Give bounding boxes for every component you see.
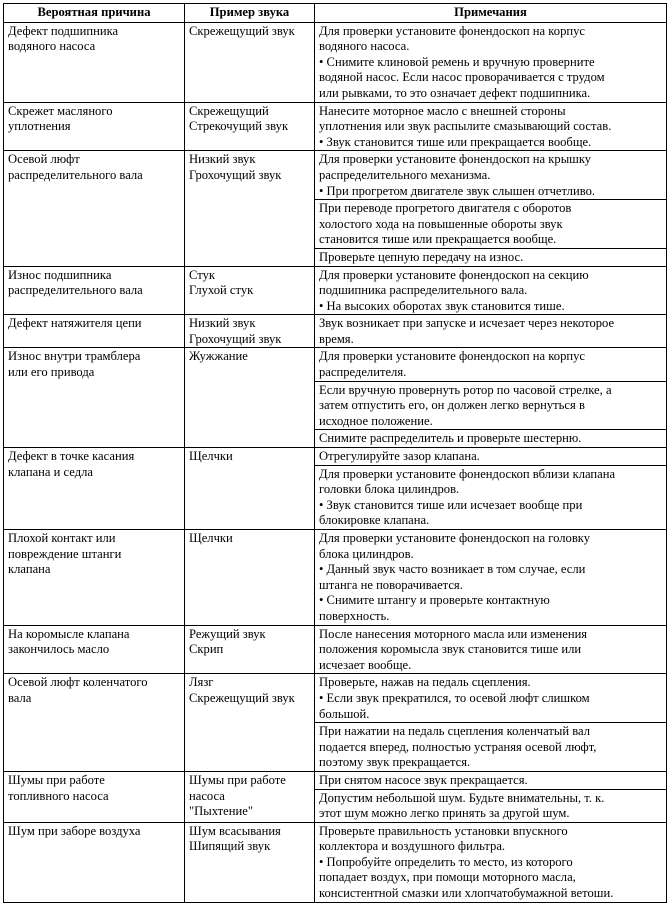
notes-cell — [315, 348, 667, 381]
sound-text: Стук Глухой стук — [189, 267, 254, 298]
diagnostic-table — [3, 3, 667, 903]
notes-cell — [315, 771, 667, 789]
sound-cell — [185, 674, 315, 772]
note-text: После нанесения моторного масла или изменения положения коромысла звук становится тише или исчезает вообще. — [319, 626, 588, 672]
note-text: Для проверки установите фонендоскоп вблизи клапана головки блока цилиндров. • Звук становится тише или исчезает вообще при блокировке клапана. — [319, 466, 616, 528]
notes-cell — [315, 248, 667, 266]
sound-cell — [185, 822, 315, 902]
table-row — [4, 22, 667, 102]
note-text: Для проверки установите фонендоскоп на корпус распределителя. — [319, 349, 585, 380]
cause-text: Дефект натяжителя цепи — [8, 316, 142, 331]
note-text: Для проверки установите фонендоскоп на головку блока цилиндров. • Данный звук часто возникает в том случае, если штанга не поворачивается. • Снимите штангу и проверьте контактную поверхность. — [319, 531, 591, 623]
sound-cell — [185, 151, 315, 266]
table-row — [4, 448, 667, 466]
header-notes: Примечания — [315, 4, 667, 23]
cause-cell — [4, 771, 185, 822]
sound-cell — [185, 530, 315, 626]
table-body — [4, 22, 667, 902]
cause-text: Осевой люфт распределительного вала — [8, 152, 143, 182]
note-text: Проверьте правильность установки впускного коллектора и воздушного фильтра. • Попробуйте определить то место, из которого попадает воздух, при помощи моторного масла, консистентной смазки или хлопчатобумажной ветоши. — [319, 823, 614, 901]
notes-cell — [315, 789, 667, 822]
note-text: Допустим небольшой шум. Будьте внимательны, т. к. этот шум можно легко принять за другой шум. — [319, 790, 605, 821]
cause-cell — [4, 625, 185, 674]
table-row — [4, 674, 667, 723]
table-row — [4, 102, 667, 151]
cause-cell — [4, 530, 185, 626]
note-text: Для проверки установите фонендоскоп на корпус водяного насоса. • Снимите клиновой ремень и вручную проверните водяной насос. Если насос проворачивается с трудом или рывками, то это означает дефект подшипника. — [319, 23, 605, 100]
note-text: Звук возникает при запуске и исчезает через некоторое время. — [319, 316, 615, 346]
notes-cell — [315, 465, 667, 529]
table-row — [4, 822, 667, 902]
notes-cell — [315, 151, 667, 200]
cause-cell — [4, 674, 185, 772]
cause-text: Шумы при работе топливного насоса — [8, 772, 109, 803]
header-row — [4, 4, 667, 23]
table-row — [4, 315, 667, 348]
notes-cell — [315, 674, 667, 723]
sound-text: Скрежещущий Стрекочущий звук — [189, 103, 289, 134]
sound-text: Шумы при работе насоса "Пыхтение" — [189, 772, 286, 819]
notes-cell — [315, 266, 667, 315]
cause-cell — [4, 22, 185, 102]
table-row — [4, 348, 667, 381]
cause-cell — [4, 266, 185, 315]
notes-cell — [315, 625, 667, 674]
sound-cell — [185, 22, 315, 102]
cause-cell — [4, 151, 185, 266]
notes-cell — [315, 530, 667, 626]
cause-text: Осевой люфт коленчатого вала — [8, 675, 148, 705]
table-row — [4, 151, 667, 200]
sound-text: Низкий звук Грохочущий звук — [189, 316, 282, 346]
sound-cell — [185, 625, 315, 674]
notes-cell — [315, 22, 667, 102]
notes-cell — [315, 822, 667, 902]
cause-text: Шум при заборе воздуха — [8, 823, 141, 838]
notes-cell — [315, 448, 667, 466]
header-cause: Вероятная причина — [4, 4, 185, 23]
sound-text: Жужжание — [189, 349, 248, 364]
note-text: Для проверки установите фонендоскоп на крышку распределительного механизма. • При прогретом двигателе звук слышен отчетливо. — [319, 152, 596, 198]
sound-cell — [185, 448, 315, 530]
notes-cell — [315, 430, 667, 448]
note-text: Нанесите моторное масло с внешней стороны уплотнения или звук распылите смазывающий состав. • Звук становится тише или прекращается вообще. — [319, 103, 612, 149]
sound-text: Скрежещущий звук — [189, 23, 295, 38]
notes-cell — [315, 381, 667, 430]
table-row — [4, 771, 667, 789]
sound-cell — [185, 102, 315, 151]
sound-cell — [185, 348, 315, 448]
table-row — [4, 266, 667, 315]
sound-cell — [185, 315, 315, 348]
notes-cell — [315, 315, 667, 348]
note-text: Проверьте, нажав на педаль сцепления. • Если звук прекратился, то осевой люфт слишком большой. — [319, 675, 590, 721]
cause-cell — [4, 822, 185, 902]
note-text: При нажатии на педаль сцепления коленчатый вал подается вперед, полностью устраняя осевой люфт, поэтому звук прекращается. — [319, 724, 597, 770]
header-sound: Пример звука — [185, 4, 315, 23]
notes-cell — [315, 102, 667, 151]
cause-text: Плохой контакт или повреждение штанги клапана — [8, 531, 122, 577]
sound-text: Щелчки — [189, 531, 233, 545]
cause-text: Дефект подшипника водяного насоса — [8, 23, 119, 54]
sound-text: Низкий звук Грохочущий звук — [189, 152, 282, 182]
note-text: Проверьте цепную передачу на износ. — [319, 249, 524, 264]
cause-cell — [4, 315, 185, 348]
table-row — [4, 625, 667, 674]
cause-text: Дефект в точке касания клапана и седла — [8, 449, 135, 479]
note-text: При снятом насосе звук прекращается. — [319, 772, 528, 787]
cause-text: Износ подшипника распределительного вала — [8, 267, 143, 298]
cause-text: На коромысле клапана закончилось масло — [8, 626, 130, 657]
note-text: Отрегулируйте зазор клапана. — [319, 449, 480, 464]
cause-cell — [4, 348, 185, 448]
sound-cell — [185, 771, 315, 822]
notes-cell — [315, 200, 667, 249]
note-text: Если вручную провернуть ротор по часовой стрелке, а затем отпустить его, он должен легко вернуться в исходное положение. — [319, 382, 612, 428]
sound-cell — [185, 266, 315, 315]
sound-text: Щелчки — [189, 449, 233, 464]
note-text: Снимите распределитель и проверьте шестерню. — [319, 431, 582, 446]
note-text: Для проверки установите фонендоскоп на секцию подшипника распределительного вала. • На высоких оборотах звук становится тише. — [319, 267, 589, 313]
note-text: При переводе прогретого двигателя с оборотов холостого хода на повышенные обороты звук становится тише или прекращается вообще. — [319, 201, 572, 247]
sound-text: Лязг Скрежещущий звук — [189, 675, 295, 705]
cause-text: Скрежет масляного уплотнения — [8, 103, 113, 134]
cause-text: Износ внутри трамблера или его привода — [8, 349, 141, 380]
table-row — [4, 530, 667, 626]
cause-cell — [4, 102, 185, 151]
notes-cell — [315, 723, 667, 772]
sound-text: Режущий звук Скрип — [189, 626, 266, 657]
cause-cell — [4, 448, 185, 530]
sound-text: Шум всасывания Шипящий звук — [189, 823, 281, 854]
